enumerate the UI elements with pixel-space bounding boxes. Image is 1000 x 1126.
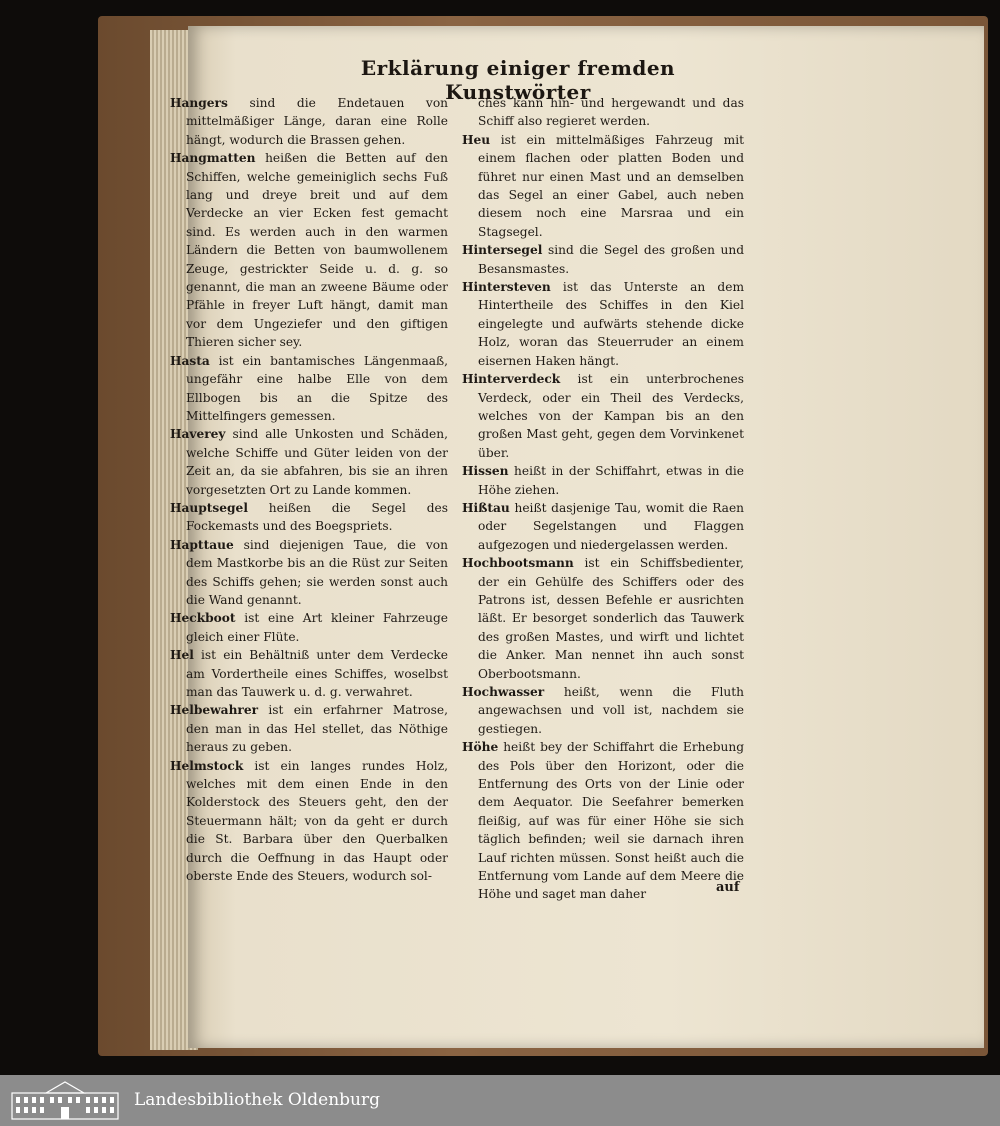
entry-text: heißt dasjenige Tau, womit die Raen oder Segelstangen und Flaggen aufgezogen und niedergelassen werden. (478, 500, 745, 552)
entry-text: ist das Unterste an dem Hintertheile des Schiffes in den Kiel eingelegte und aufwärts stehende dicke Holz, woran das Steuerruder an einem eisernen Haken hängt. (478, 280, 744, 368)
entry-term: Hel (170, 648, 194, 663)
right-column (462, 94, 744, 904)
entry-text: sind die Endetauen von mittelmäßiger Länge, daran eine Rolle hängt, wodurch die Brassen gehen. (186, 96, 449, 147)
entry-text: heißt bey der Schiffahrt die Erhebung des Pols über den Horizont, oder die Entfernung des Orts von der Linie oder dem Aequator. Die Seefahrer bemerken fleißig, auf was für einer Höhe sie sich täglich befinden; weil sie darnach ihren Lauf richten müssen. Sonst heißt auch die Entfernung vom Lande auf dem Meere die Höhe und saget man daher (478, 740, 745, 902)
entry-term: Heu (462, 132, 491, 147)
glossary-entry (462, 683, 744, 738)
entry-text: ist eine Art kleiner Fahrzeuge gleich einer Flüte. (186, 611, 448, 644)
entry-term: Hißtau (462, 500, 510, 515)
glossary-entry (462, 241, 744, 278)
entry-term: Hintersteven (462, 280, 551, 295)
glossary-entry (462, 278, 744, 370)
entry-text: heißt in der Schiffahrt, etwas in die Höhe ziehen. (478, 464, 744, 497)
entry-term: Hangmatten (170, 151, 256, 166)
glossary-entry (170, 701, 448, 756)
entry-text: ist ein unterbrochenes Verdeck, oder ein Theil des Verdecks, welches von der Kampan bis an den großen Mast geht, gegen dem Vorvinkenet über. (478, 372, 745, 460)
glossary-entry (462, 131, 744, 241)
entry-term: Hissen (462, 464, 509, 479)
entry-term: Hauptsegel (170, 500, 248, 515)
glossary-entry (462, 738, 744, 904)
glossary-entry (170, 94, 448, 149)
glossary-entry (170, 646, 448, 701)
continued-text: ches kann hin- und hergewandt und das Schiff also regieret werden. (478, 96, 744, 129)
entry-text: ist ein bantamisches Längenmaaß, ungefähr eine halbe Elle von dem Ellbogen bis an die Spitze des Mittelfingers gemessen. (186, 353, 448, 423)
entry-text: ist ein mittelmäßiges Fahrzeug mit einem flachen oder platten Boden und führet nur einen Mast und an demselben das Segel an einer Gabel, auch neben diesem noch eine Marsraa und ein Stagsegel. (478, 132, 745, 239)
glossary-entry (170, 425, 448, 499)
glossary-entry (462, 370, 744, 462)
glossary-entry (170, 352, 448, 426)
glossary-entry (462, 554, 744, 683)
entry-text: sind alle Unkosten und Schäden, welche Schiffe und Güter leiden von der Zeit an, da sie abfahren, bis sie an ihren vorgesetzten Ort zu Lande kommen. (186, 427, 448, 497)
glossary-entry (170, 149, 448, 351)
entry-term: Hinterverdeck (462, 372, 561, 387)
entry-text: heißen die Betten auf den Schiffen, welche gemeiniglich sechs Fuß lang und dreye breit und auf dem Verdecke an vier Ecken fest gemacht sind. Es werden auch in den warmen Ländern die Betten von baumwollenem Zeuge, gestrickter Seide u. d. g. so genannt, die man an zweene Bäume oder Pfähle in freyer Luft hängt, damit man vor dem Ungeziefer und den giftigen Thieren sicher sey. (186, 151, 448, 350)
entry-term: Hapttaue (170, 537, 234, 552)
entry-term: Hasta (170, 353, 210, 368)
entry-text: ist ein Behältniß unter dem Verdecke am Vordertheile eines Schiffes, woselbst man das Tauwerk u. d. g. verwahret. (186, 648, 448, 699)
glossary-entry (462, 499, 744, 554)
glossary-entry (170, 499, 448, 536)
entry-term: Helmstock (170, 758, 244, 773)
entry-term: Haverey (170, 427, 226, 442)
entry-text: sind die Segel des großen und Besansmastes. (478, 243, 745, 276)
glossary-entry (170, 609, 448, 646)
entry-term: Hangers (170, 96, 228, 110)
entry-text: heißen die Segel des Fockemasts und des Boegspriets. (186, 500, 448, 534)
entry-text: heißt, wenn die Fluth angewachsen und voll ist, nachdem sie gestiegen. (478, 685, 745, 736)
entry-term: Helbewahrer (170, 703, 259, 718)
entry-text: ist ein langes rundes Holz, welches mit dem einen Ende in den Kolderstock des Steuers geht, den der Steuermann hält; von da geht er durch die St. Barbara über den Querbalken durch die Oeffnung in das Haupt oder oberste Ende des Steuers, wodurch sol- (186, 758, 448, 884)
entry-term: Hochwasser (462, 685, 545, 699)
glossary-entry (170, 757, 448, 886)
entry-term: Hochbootsmann (462, 556, 574, 571)
entry-text: sind diejenigen Taue, die von dem Mastkorbe bis an die Rüst zur Seiten des Schiffs gehen; sie werden sonst auch die Wand genannt. (186, 537, 448, 607)
entry-term: Heckboot (170, 611, 236, 626)
library-building-logo (6, 1079, 124, 1122)
entry-text: ist ein Schiffsbedienter, der ein Gehülfe des Schiffers oder des Patrons ist, dessen Befehle er ausrichten läßt. Er besorget sonderlich das Tauwerk des großen Mastes, und wirft und lichtet die Anker. Man nennet ihn auch sonst Oberbootsmann. (478, 556, 744, 681)
left-column (170, 94, 448, 885)
entry-text: ist ein erfahrner Matrose, den man in das Hel stellet, das Nöthige heraus zu geben. (186, 703, 448, 755)
library-name[interactable]: Landesbibliothek Oldenburg (134, 1090, 381, 1110)
catchword: auf (716, 880, 740, 895)
glossary-entry (170, 536, 448, 610)
glossary-entry (462, 462, 744, 499)
entry-term: Hintersegel (462, 243, 543, 258)
entry-term: Höhe (462, 740, 499, 755)
library-footer-bar (0, 1075, 1000, 1126)
page-header: Erklärung einiger fremden Kunstwörter (360, 56, 676, 104)
